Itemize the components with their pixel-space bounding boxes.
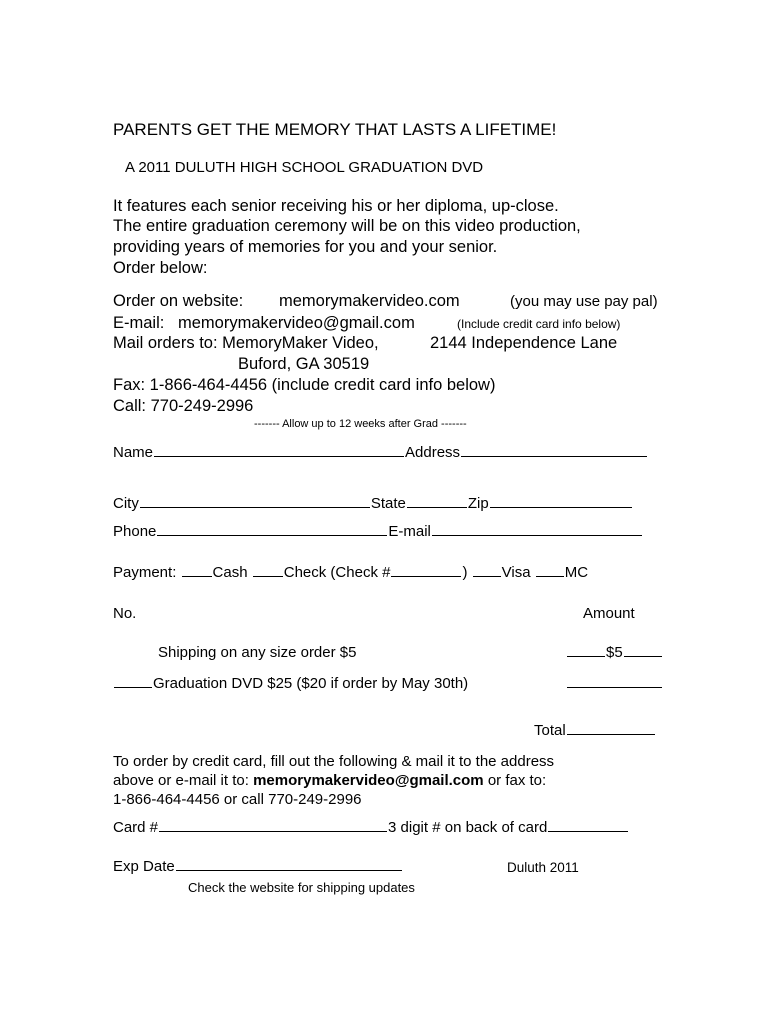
shipping-label: Shipping on any size order $5 xyxy=(158,644,357,661)
address-label: Address xyxy=(405,444,461,461)
exp-label: Exp Date xyxy=(113,858,175,875)
total-label: Total xyxy=(534,722,566,739)
call-line: Call: 770-249-2996 xyxy=(113,397,254,415)
phone-row xyxy=(113,523,643,540)
state-field[interactable] xyxy=(407,507,467,508)
total-row xyxy=(534,722,656,739)
shipping-amount: $5 xyxy=(606,644,623,661)
website-label: Order on website: xyxy=(113,292,244,310)
check-number-field[interactable] xyxy=(391,576,461,577)
name-label: Name xyxy=(113,444,154,461)
check-field[interactable] xyxy=(253,576,283,577)
name-field[interactable] xyxy=(154,456,404,457)
mail-street: 2144 Independence Lane xyxy=(430,334,618,352)
zip-label: Zip xyxy=(467,495,489,512)
page-title: PARENTS GET THE MEMORY THAT LASTS A LIFETIME! xyxy=(113,120,557,139)
name-row xyxy=(113,444,648,461)
zip-field[interactable] xyxy=(490,507,632,508)
website-text: memorymakervideo.com xyxy=(279,292,460,310)
visa-field[interactable] xyxy=(473,576,501,577)
intro-line-2: The entire graduation ceremony will be on this video production, xyxy=(113,217,581,235)
digits-label: 3 digit # on back of card xyxy=(388,819,548,836)
shipping-amount-row xyxy=(566,644,663,661)
city-label: City xyxy=(113,495,139,512)
intro-line-3: providing years of memories for you and your senior. xyxy=(113,238,498,256)
email-field[interactable] xyxy=(432,535,642,536)
credit-line-2-pre: above or e-mail it to: xyxy=(113,772,249,789)
shipping-pre-line xyxy=(567,656,605,657)
duluth-label: Duluth 2011 xyxy=(507,860,579,875)
email-note: (Include credit card info below) xyxy=(457,317,621,331)
credit-line-3: 1-866-464-4456 or call 770-249-2996 xyxy=(113,791,362,808)
cash-field[interactable] xyxy=(182,576,212,577)
credit-line-2-post: or fax to: xyxy=(487,772,547,789)
no-label: No. xyxy=(113,605,137,622)
card-label: Card # xyxy=(113,819,159,836)
mc-field[interactable] xyxy=(536,576,564,577)
visa-label: Visa xyxy=(501,564,531,581)
credit-email: memorymakervideo@gmail.com xyxy=(253,772,484,789)
exp-field[interactable] xyxy=(176,870,402,871)
cash-label: Cash xyxy=(212,564,248,581)
dvd-qty-field[interactable] xyxy=(114,687,152,688)
mc-label: MC xyxy=(564,564,589,581)
page-subtitle: A 2011 DULUTH HIGH SCHOOL GRADUATION DVD xyxy=(125,159,484,176)
allow-note: ------- Allow up to 12 weeks after Grad ------- xyxy=(254,418,467,430)
dvd-amount-row xyxy=(566,675,663,692)
state-label: State xyxy=(370,495,406,512)
website-check: Check the website for shipping updates xyxy=(188,880,415,895)
website-note: (you may use pay pal) xyxy=(510,293,658,310)
payment-label: Payment: xyxy=(113,564,177,581)
mail-label: Mail orders to: MemoryMaker Video, xyxy=(113,334,379,352)
fax-line: Fax: 1-866-464-4456 (include credit card info below) xyxy=(113,376,496,394)
intro-line-4: Order below: xyxy=(113,259,208,277)
address-field[interactable] xyxy=(461,456,647,457)
credit-line-1: To order by credit card, fill out the following & mail it to the address xyxy=(113,753,555,770)
credit-line-2 xyxy=(113,772,546,789)
card-row xyxy=(113,819,629,836)
city-row xyxy=(113,495,633,512)
email-text: memorymakervideo@gmail.com xyxy=(178,314,415,332)
card-field[interactable] xyxy=(159,831,387,832)
email-label: E-mail: xyxy=(113,314,165,332)
mail-city: Buford, GA 30519 xyxy=(238,355,370,373)
exp-row xyxy=(113,858,403,875)
phone-field[interactable] xyxy=(157,535,387,536)
dvd-amount-field[interactable] xyxy=(567,687,662,688)
amount-label: Amount xyxy=(583,605,635,622)
total-field[interactable] xyxy=(567,734,655,735)
email-field-label: E-mail xyxy=(388,523,431,540)
dvd-row xyxy=(113,675,468,692)
payment-row xyxy=(113,564,588,581)
check-label: Check (Check # xyxy=(283,564,391,581)
shipping-post-line xyxy=(624,656,662,657)
check-close: ) xyxy=(462,564,468,581)
intro-line-1: It features each senior receiving his or her diploma, up-close. xyxy=(113,197,559,215)
dvd-label: Graduation DVD $25 ($20 if order by May 30th) xyxy=(153,675,469,692)
phone-label: Phone xyxy=(113,523,157,540)
digits-field[interactable] xyxy=(548,831,628,832)
city-field[interactable] xyxy=(140,507,370,508)
